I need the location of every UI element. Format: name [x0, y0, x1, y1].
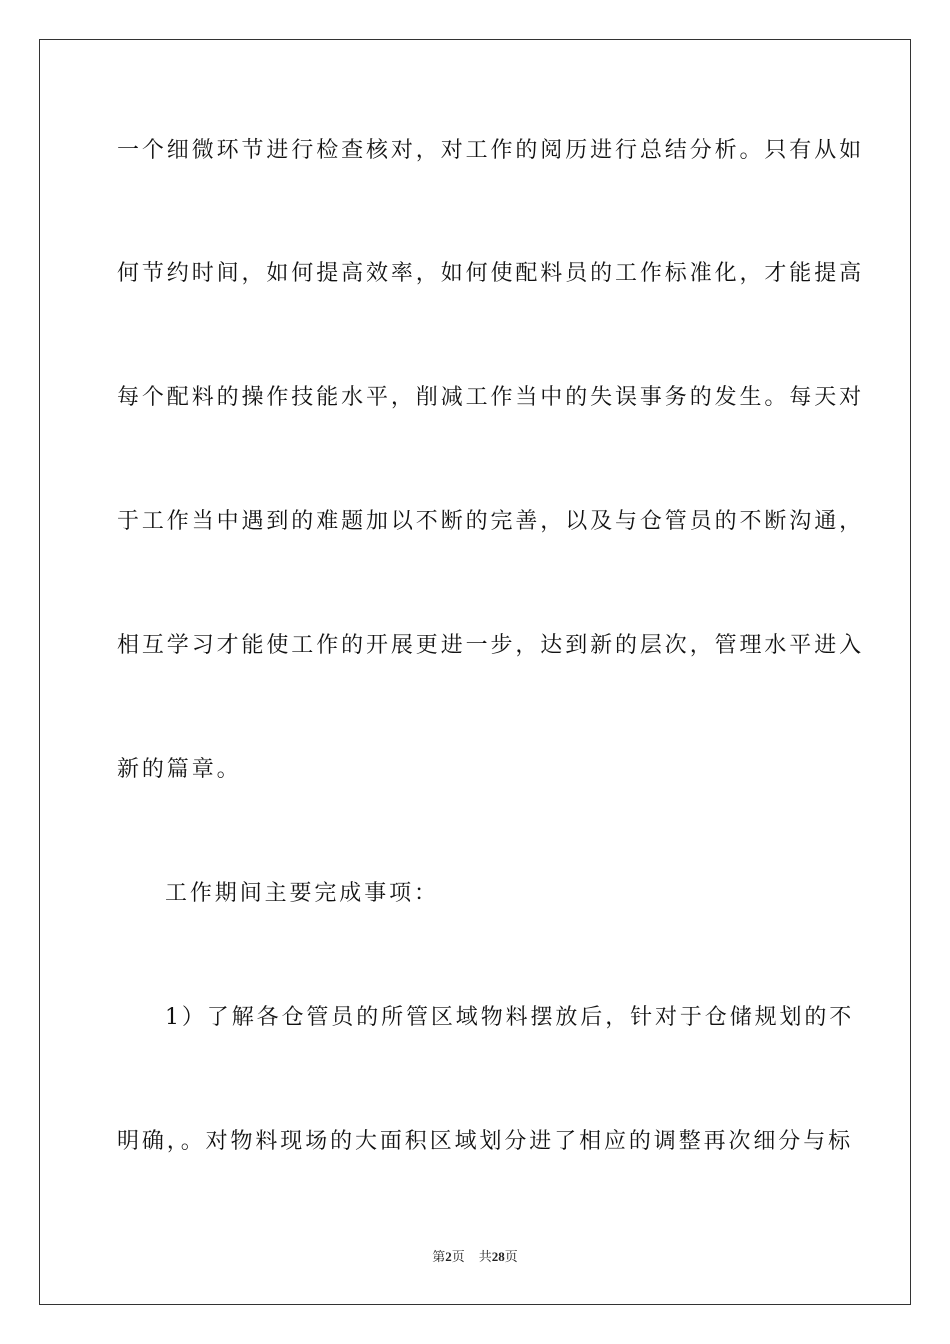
list-item-line: 1）了解各仓管员的所管区域物料摆放后，针对于仓储规划的不 [165, 1005, 855, 1030]
paragraph-line: 每个配料的操作技能水平，削减工作当中的失误事务的发生。每天对 [117, 385, 865, 410]
paragraph-line: 新的篇章。 [117, 757, 242, 782]
paragraph-line: 于工作当中遇到的难题加以不断的完善，以及与仓管员的不断沟通， [117, 509, 865, 534]
page-footer [0, 1248, 950, 1266]
page-border [39, 39, 911, 1305]
total-suffix: 页 [504, 1249, 518, 1264]
page-number: 2 [445, 1249, 452, 1264]
list-item-line: 明确，。对物料现场的大面积区域划分进了相应的调整再次细分与标 [117, 1129, 854, 1154]
page-suffix: 页 [451, 1249, 465, 1264]
paragraph-line: 一个细微环节进行检查核对，对工作的阅历进行总结分析。只有从如 [117, 138, 865, 163]
section-heading: 工作期间主要完成事项： [165, 881, 439, 906]
total-prefix: 共 [478, 1249, 492, 1264]
paragraph-line: 何节约时间，如何提高效率，如何使配料员的工作标准化，才能提高 [117, 261, 865, 286]
page-prefix: 第 [432, 1249, 446, 1264]
total-pages: 28 [491, 1249, 505, 1264]
paragraph-line: 相互学习才能使工作的开展更进一步，达到新的层次，管理水平进入 [117, 633, 865, 658]
